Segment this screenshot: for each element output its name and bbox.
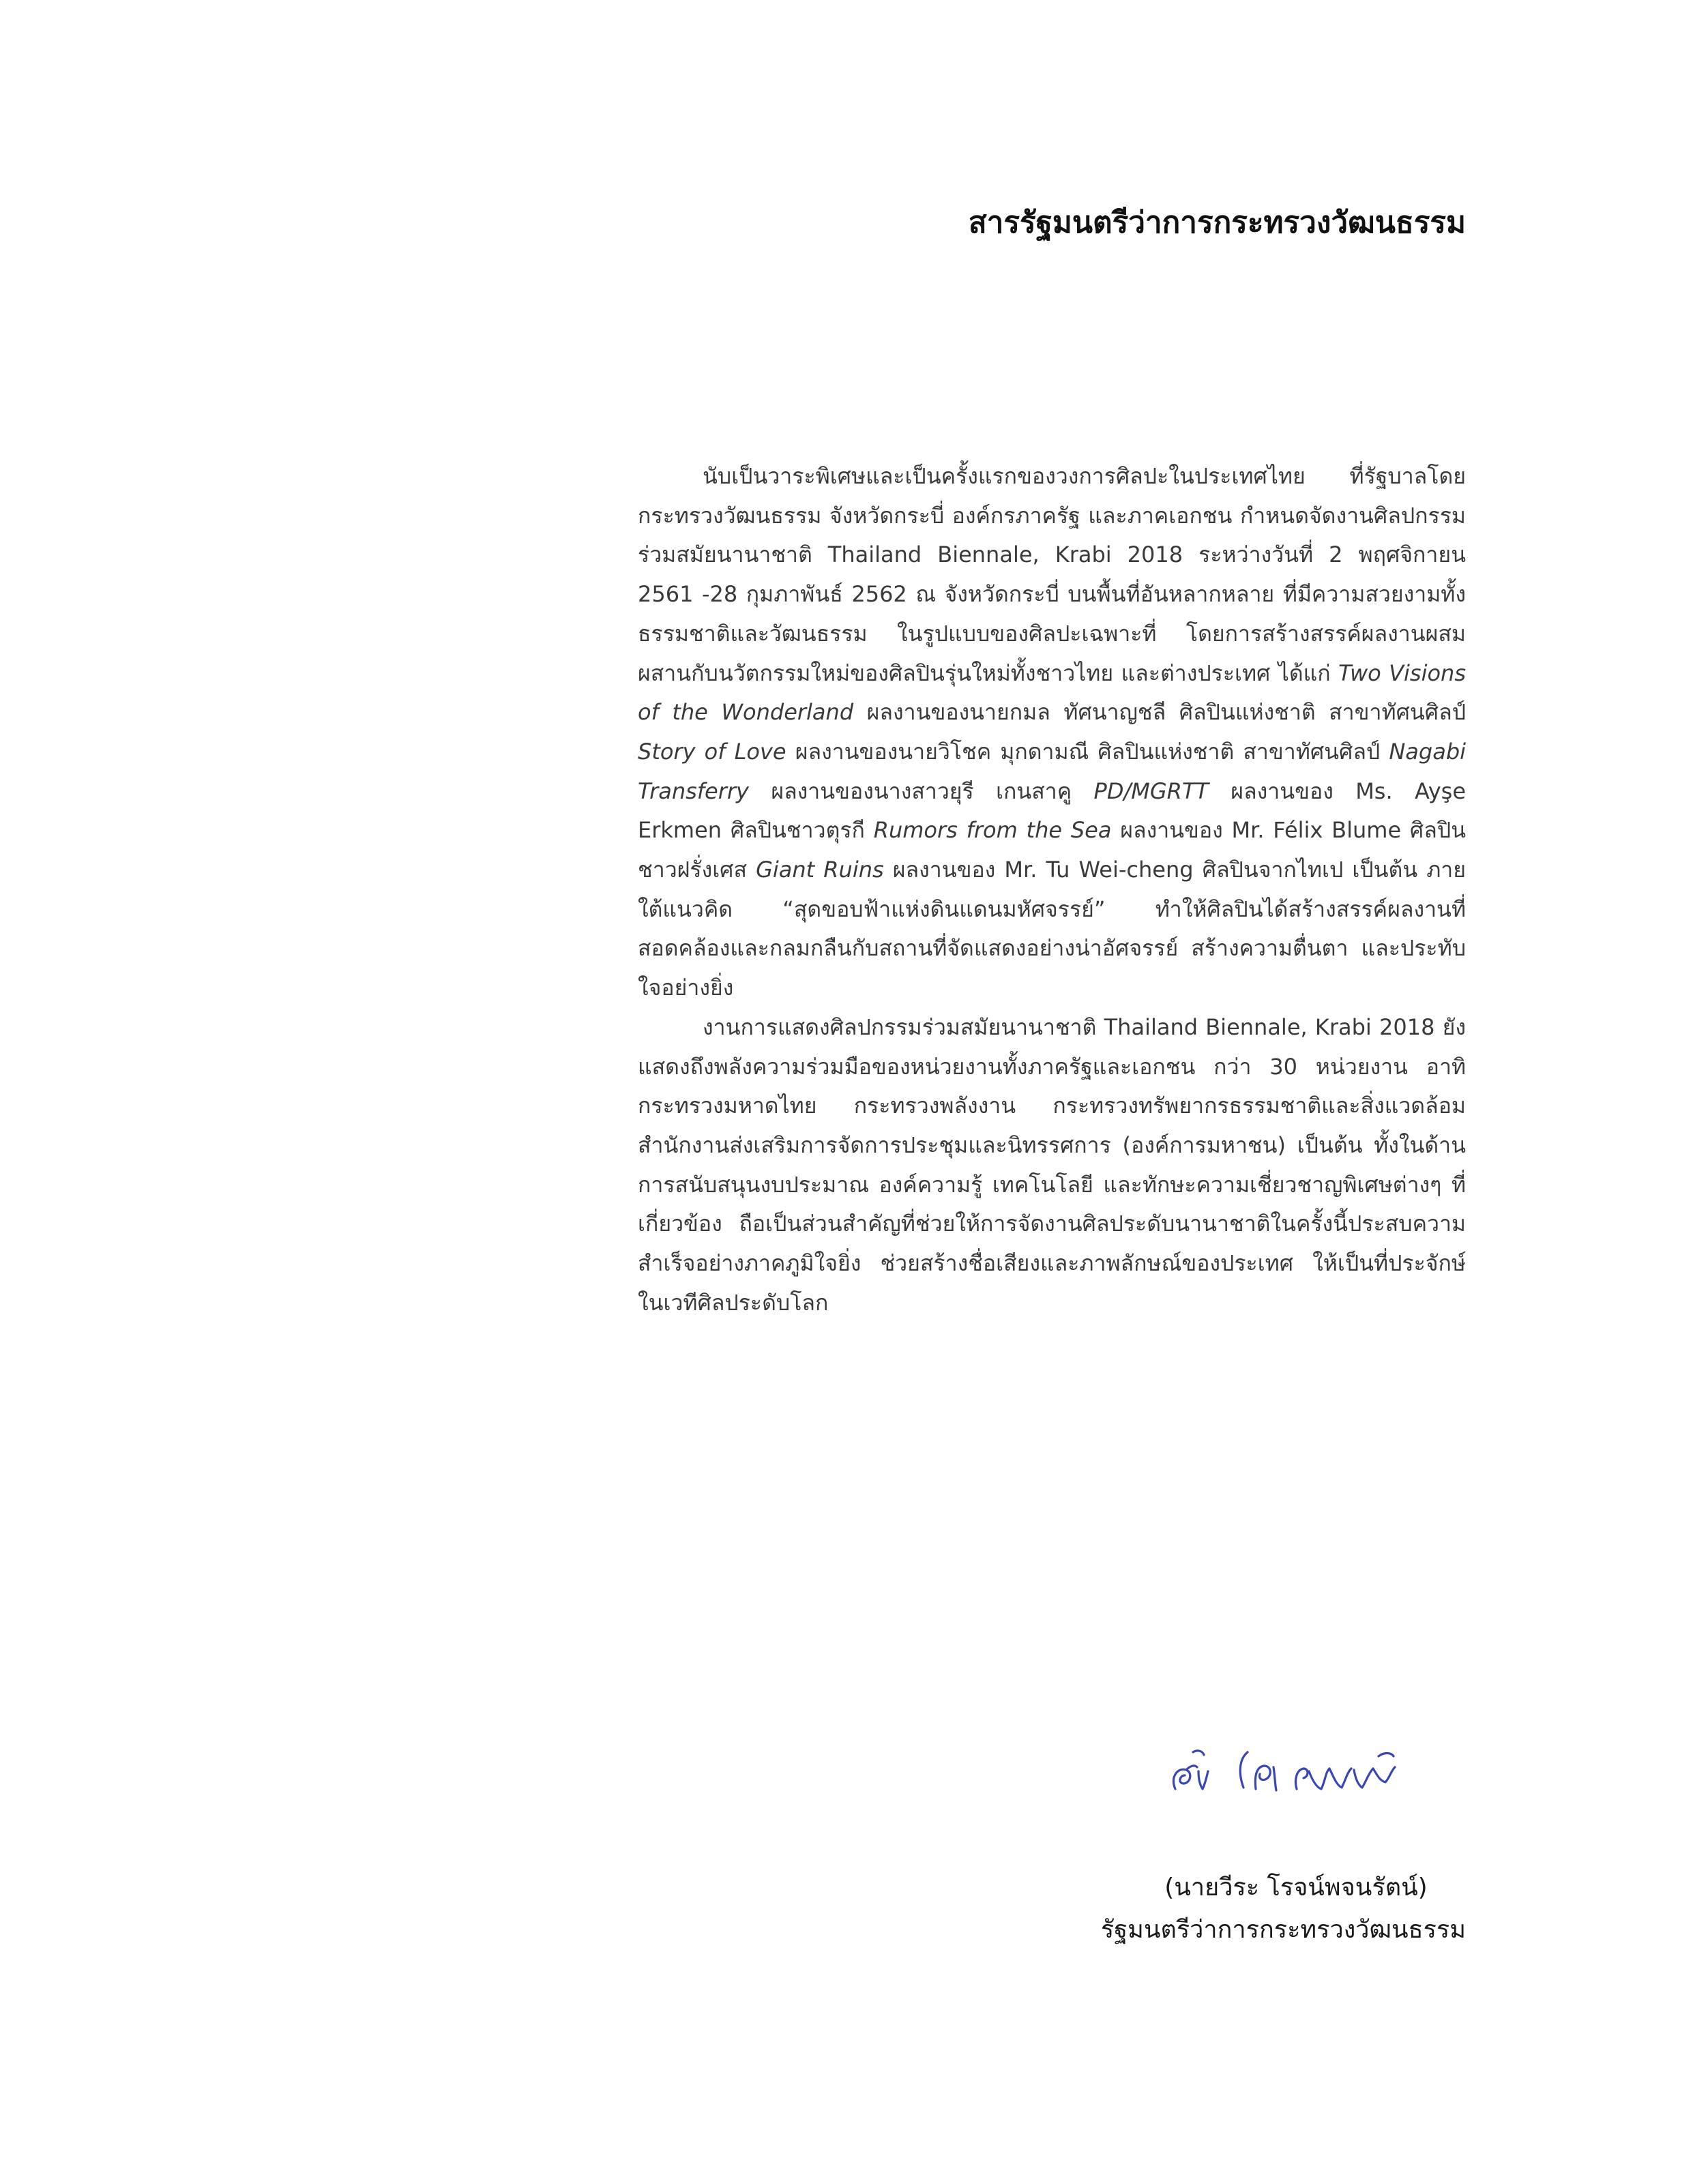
paragraph-1-text-f: ผลงานของ Mr. Félix Blume ศิลปินชาวฝรั่งเศส — [638, 817, 1467, 883]
artwork-title: Rumors from the Sea — [873, 817, 1112, 844]
artwork-title: Two Visions of the Wonderland — [638, 660, 1466, 726]
message-body — [638, 457, 1466, 1322]
paragraph-1-text-g: ผลงานของ Mr. Tu Wei-cheng ศิลปินจากไทเป เป็นต้น ภายใต้แนวคิด “สุดขอบฟ้าแห่งดินแดนมหัศจรรย์” ทำให้ศิลปินได้สร้างสรรค์ผลงานที่สอดคล้องและกลมกลืนกับสถานที่จัดแสดงอย่างน่าอัศจรรย์ สร้างความตื่นตา และประทับใจอย่างยิ่ง — [638, 857, 1467, 1001]
handwritten-signature — [1163, 1729, 1422, 1804]
artwork-title: Nagabi Transferry — [638, 738, 1467, 804]
signer-name: (นายวีระ โรจน์พจนรัตน์) — [1164, 1874, 1428, 1902]
signer-title: รัฐมนตรีว่าการกระทรวงวัฒนธรรม — [1100, 1916, 1466, 1944]
paragraph-1 — [638, 457, 1466, 1008]
paragraph-1-text-e: ผลงานของ Ms. Ayşe Erkmen ศิลปินชาวตุรกี — [638, 778, 1467, 844]
artwork-title: Story of Love — [638, 738, 786, 765]
paragraph-1-text-d: ผลงานของนางสาวยุรี เกนสาคู — [748, 778, 1094, 804]
paragraph-2: งานการแสดงศิลปกรรมร่วมสมัยนานาชาติ Thailand Biennale, Krabi 2018 ยังแสดงถึงพลังความร่วมมือของหน่วยงานทั้งภาครัฐและเอกชน กว่า 30 หน่วยงาน อาทิ กระทรวงมหาดไทย กระทรวงพลังงาน กระทรวงทรัพยากรธรรมชาติและสิ่งแวดล้อม สำนักงานส่งเสริมการจัดการประชุมและนิทรรศการ (องค์การมหาชน) เป็นต้น ทั้งในด้านการสนับสนุนงบประมาณ องค์ความรู้ เทคโนโลยี และทักษะความเชี่ยวชาญพิเศษต่างๆ ที่เกี่ยวข้อง ถือเป็นส่วนสำคัญที่ช่วยให้การจัดงานศิลประดับนานาชาติในครั้งนี้ประสบความสำเร็จอย่างภาคภูมิใจยิ่ง ช่วยสร้างชื่อเสียงและภาพลักษณ์ของประเทศ ให้เป็นที่ประจักษ์ในเวทีศิลประดับโลก — [638, 1013, 1466, 1316]
paragraph-1-text-c: ผลงานของนายวิโชค มุกดามณี ศิลปินแห่งชาติ สาขาทัศนศิลป์ — [786, 738, 1389, 765]
artwork-title: PD/MGRTT — [1093, 778, 1209, 804]
paragraph-1-text-b: ผลงานของนายกมล ทัศนาญชลี ศิลปินแห่งชาติ สาขาทัศนศิลป์ — [853, 699, 1466, 726]
paragraph-1-text-a: นับเป็นวาระพิเศษและเป็นครั้งแรกของวงการศิลปะในประเทศไทย ที่รัฐบาลโดยกระทรวงวัฒนธรรม จังหวัดกระบี่ องค์กรภาครัฐ และภาคเอกชน กำหนดจัดงานศิลปกรรมร่วมสมัยนานาชาติ Thailand Biennale, Krabi 2018 ระหว่างวันที่ 2 พฤศจิกายน 2561 -28 กุมภาพันธ์ 2562 ณ จังหวัดกระบี่ บนพื้นที่อันหลากหลาย ที่มีความสวยงามทั้งธรรมชาติและวัฒนธรรม ในรูปแบบของศิลปะเฉพาะที่ โดยการสร้างสรรค์ผลงานผสมผสานกับนวัตกรรมใหม่ของศิลปินรุ่นใหม่ทั้งชาวไทย และต่างประเทศ ได้แก่ — [638, 463, 1466, 686]
artwork-title: Giant Ruins — [756, 857, 884, 883]
page-title: สารรัฐมนตรีว่าการกระทรวงวัฒนธรรม — [968, 205, 1466, 241]
